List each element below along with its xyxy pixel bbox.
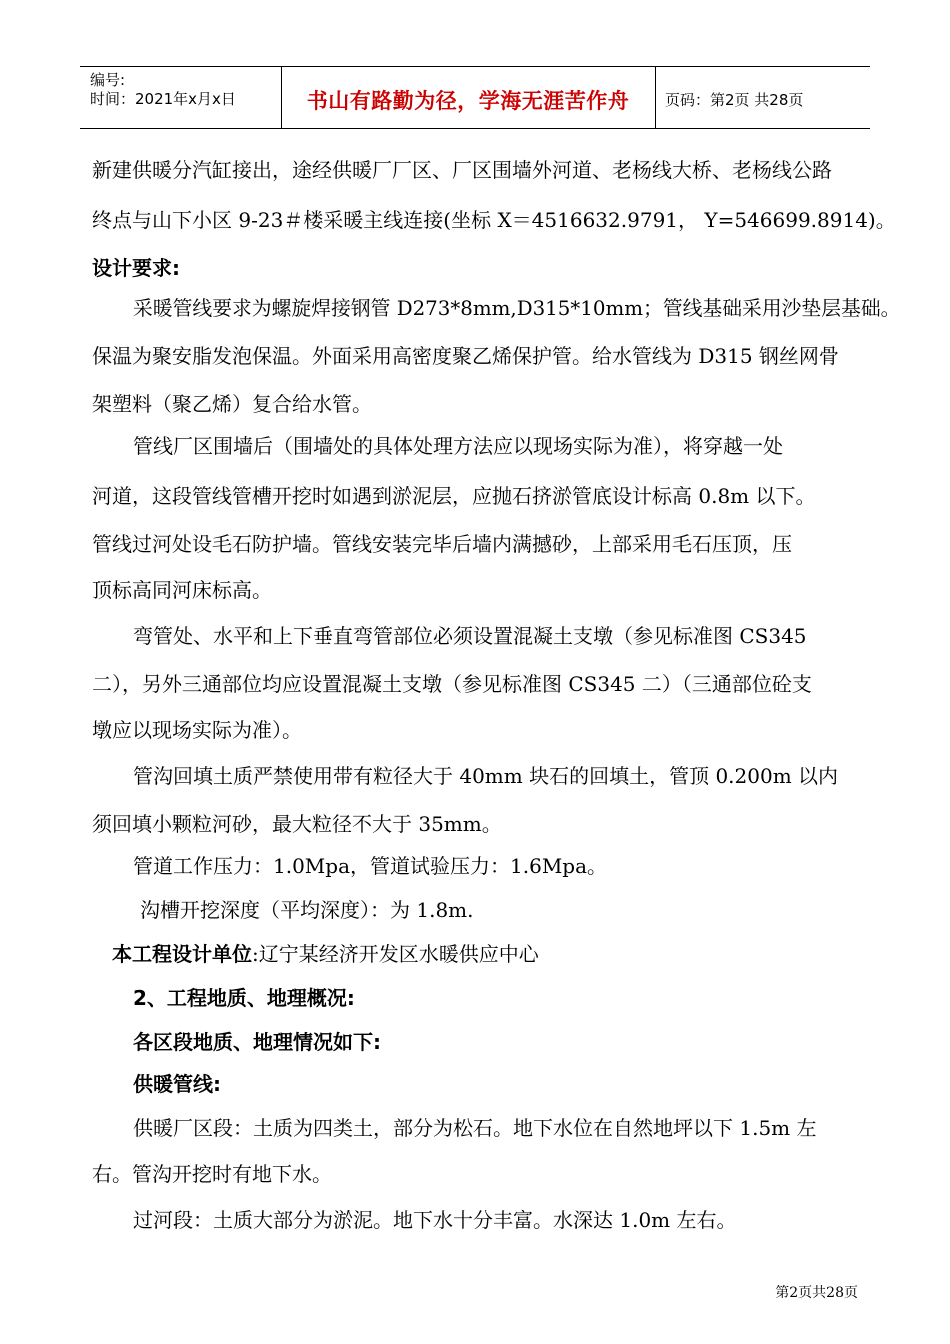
header-motto: 书山有路勤为径，学海无涯苦作舟 <box>306 89 630 113</box>
header-meta <box>90 71 236 109</box>
paragraph-line: 新建供暖分汽缸接出，途经供暖厂厂区、厂区围墙外河道、老杨线大桥、老杨线公路 <box>92 158 832 182</box>
paragraph-line: 河道，这段管线管槽开挖时如遇到淤泥层，应抛石挤淤管底设计标高 0.8m 以下。 <box>92 484 816 508</box>
document-time: 时间：2021年x月x日 <box>90 90 236 108</box>
paragraph-line: 终点与山下小区 9-23＃楼采暖主线连接(坐标 X＝4516632.9791， Y=546699.8914)。 <box>92 208 896 232</box>
paragraph-line: 右。管沟开挖时有地下水。 <box>92 1162 332 1186</box>
paragraph-line: 二），另外三通部位均应设置混凝土支墩（参见标准图 CS345 二）（三通部位砼支 <box>92 672 812 696</box>
header-page-info: 页码：第2页 共28页 <box>665 91 804 109</box>
design-unit <box>112 942 539 966</box>
section-heading: 供暖管线: <box>133 1072 221 1096</box>
paragraph-line: 采暖管线要求为螺旋焊接钢管 D273*8mm,D315*10mm；管线基础采用沙垫层基础。 <box>133 296 901 320</box>
header-top-rule <box>80 66 870 67</box>
section-heading: 2、工程地质、地理概况: <box>133 986 355 1010</box>
paragraph-line: 墩应以现场实际为准）。 <box>92 718 302 742</box>
footer-page-number: 第2页共28页 <box>775 1285 858 1301</box>
design-unit-label: 本工程设计单位 <box>112 942 252 966</box>
section-heading: 设计要求: <box>92 256 180 280</box>
paragraph-line: 过河段：土质大部分为淤泥。地下水十分丰富。水深达 1.0m 左右。 <box>133 1208 737 1232</box>
paragraph-line: 弯管处、水平和上下垂直弯管部位必须设置混凝土支墩（参见标准图 CS345 <box>133 624 807 648</box>
header-bottom-rule <box>80 128 870 129</box>
paragraph-line: 沟槽开挖深度（平均深度）：为 1.8m. <box>140 898 474 922</box>
section-heading: 各区段地质、地理情况如下: <box>133 1030 381 1054</box>
header-divider <box>655 66 656 128</box>
paragraph-line: 管线厂区围墙后（围墙处的具体处理方法应以现场实际为准），将穿越一处 <box>133 434 783 458</box>
document-number-label: 编号: <box>90 71 126 89</box>
design-unit-value: :辽宁某经济开发区水暖供应中心 <box>252 942 539 966</box>
paragraph-line: 管线过河处设毛石防护墙。管线安装完毕后墙内满撼砂，上部采用毛石压顶，压 <box>92 532 792 556</box>
paragraph-line: 保温为聚安脂发泡保温。外面采用高密度聚乙烯保护管。给水管线为 D315 钢丝网骨 <box>92 344 839 368</box>
paragraph-line: 管道工作压力：1.0Mpa，管道试验压力：1.6Mpa。 <box>133 854 608 878</box>
paragraph-line: 管沟回填土质严禁使用带有粒径大于 40mm 块石的回填土，管顶 0.200m 以内 <box>133 764 839 788</box>
page-header <box>80 66 870 128</box>
paragraph-line: 架塑料（聚乙烯）复合给水管。 <box>92 392 372 416</box>
paragraph-line: 须回填小颗粒河砂，最大粒径不大于 35mm。 <box>92 812 502 836</box>
paragraph-line: 供暖厂区段：土质为四类土，部分为松石。地下水位在自然地坪以下 1.5m 左 <box>133 1116 817 1140</box>
paragraph-line: 顶标高同河床标高。 <box>92 578 272 602</box>
